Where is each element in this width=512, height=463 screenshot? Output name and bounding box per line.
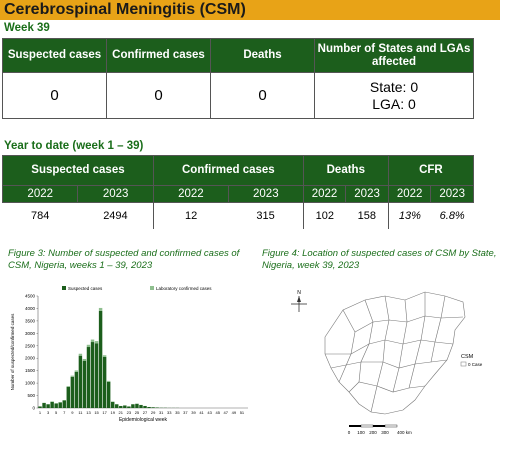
x-tick-label: 7 [63, 410, 66, 415]
x-tick-label: 41 [199, 410, 204, 415]
x-tick-label: 31 [158, 410, 164, 415]
scale-label: 200 [369, 430, 377, 435]
bar-confirmed [91, 340, 94, 342]
year-2022: 2022 [153, 186, 228, 203]
bar-suspected [123, 406, 126, 408]
scale-label: 300 [381, 430, 389, 435]
bar-confirmed [103, 355, 106, 357]
x-tick-label: 9 [71, 410, 74, 415]
x-tick-label: 39 [191, 410, 196, 415]
ytd-cfr-2022: 13% [388, 203, 431, 229]
map-legend [461, 354, 483, 367]
bar-suspected [139, 405, 142, 408]
nigeria-map [285, 282, 507, 440]
bar-suspected [115, 404, 118, 408]
x-tick-label: 1 [38, 410, 42, 415]
bar-suspected [99, 311, 102, 408]
x-tick-label: 17 [102, 410, 107, 415]
bar-suspected [95, 343, 98, 408]
bar-confirmed [95, 341, 98, 343]
x-tick-label: 49 [231, 410, 237, 415]
x-tick-label: 29 [150, 410, 156, 415]
y-tick-label: 1000 [24, 380, 35, 386]
bar-suspected [42, 403, 45, 408]
bar-suspected [38, 407, 41, 408]
y-tick-label: 0 [32, 405, 35, 411]
page-title: Cerebrospinal Meningitis (CSM) [4, 1, 246, 18]
x-tick-label: 35 [175, 410, 180, 415]
bar-suspected [71, 377, 74, 408]
ytd-confirmed-2023: 315 [228, 203, 303, 229]
bar-suspected [147, 407, 150, 408]
ytd-header-confirmed: Confirmed cases [153, 156, 303, 186]
week-table [2, 38, 474, 119]
legend-title: CSM [461, 354, 474, 360]
bar-confirmed [99, 308, 102, 311]
header-confirmed: Confirmed cases [107, 39, 211, 73]
bar-suspected [63, 401, 66, 408]
y-tick-label: 4000 [24, 305, 35, 311]
x-tick-label: 3 [46, 410, 50, 415]
year-2022: 2022 [3, 186, 78, 203]
value-states-lgas [315, 73, 474, 119]
bar-suspected [107, 382, 110, 408]
x-tick-label: 5 [55, 410, 58, 415]
year-2023: 2023 [431, 186, 474, 203]
scale-bar [348, 425, 412, 435]
bar-suspected [50, 402, 53, 408]
year-2022: 2022 [303, 186, 346, 203]
x-tick-label: 19 [110, 410, 115, 415]
bar-suspected [151, 407, 154, 408]
scale-label: 400 km [397, 430, 412, 435]
value-state: State: 0 [369, 78, 419, 95]
bar-suspected [58, 403, 61, 408]
bar-suspected [131, 404, 134, 408]
legend-swatch [62, 286, 66, 290]
x-tick-label: 37 [183, 410, 188, 415]
bar-suspected [135, 404, 138, 408]
legend-label: Laboratory confirmed cases [156, 286, 212, 291]
year-2023: 2023 [228, 186, 303, 203]
bar-confirmed [79, 354, 82, 356]
year-2022: 2022 [388, 186, 431, 203]
bar-suspected [143, 406, 146, 408]
year-2023: 2023 [346, 186, 389, 203]
bar-suspected [67, 387, 70, 408]
year-2023: 2023 [78, 186, 153, 203]
x-tick-label: 15 [94, 410, 99, 415]
bar-suspected [75, 372, 78, 408]
value-deaths: 0 [211, 73, 315, 119]
bar-suspected [54, 404, 57, 408]
value-lga: LGA: 0 [372, 95, 416, 112]
legend-swatch [150, 286, 154, 290]
bar-confirmed [107, 381, 110, 382]
y-tick-label: 3000 [24, 330, 35, 336]
ytd-suspected-2023: 2494 [78, 203, 153, 229]
x-axis-label: Epidemiological week [118, 417, 168, 423]
ytd-suspected-2022: 784 [3, 203, 78, 229]
bar-suspected [111, 402, 114, 408]
bar-suspected [127, 407, 130, 408]
map-outline [325, 292, 465, 414]
bar-suspected [119, 406, 122, 408]
y-tick-label: 4500 [24, 293, 35, 299]
x-tick-label: 23 [126, 410, 132, 415]
y-tick-label: 2500 [24, 343, 35, 349]
ytd-title: Year to date (week 1 – 39) [4, 140, 144, 152]
bar-confirmed [71, 376, 74, 377]
bar-suspected [91, 342, 94, 408]
ytd-deaths-2023: 158 [346, 203, 389, 229]
bar-suspected [79, 356, 82, 408]
bar-suspected [87, 347, 90, 408]
scale-label: 0 [347, 430, 351, 435]
bar-confirmed [87, 345, 90, 347]
header-suspected: Suspected cases [3, 39, 107, 73]
bar-suspected [103, 357, 106, 408]
value-suspected: 0 [3, 73, 107, 119]
legend-item: 0 Case [468, 362, 483, 367]
ytd-header-suspected: Suspected cases [3, 156, 154, 186]
compass-rose [291, 290, 307, 312]
x-tick-label: 27 [142, 410, 148, 415]
week-title: Week 39 [4, 22, 50, 34]
ytd-header-cfr: CFR [388, 156, 473, 186]
x-tick-label: 43 [207, 410, 212, 415]
compass-north-label: N [297, 290, 301, 296]
bar-suspected [46, 404, 49, 408]
ytd-confirmed-2022: 12 [153, 203, 228, 229]
x-tick-label: 21 [118, 410, 124, 415]
x-tick-label: 11 [78, 410, 83, 415]
bar-confirmed [83, 359, 86, 361]
y-tick-label: 3500 [24, 318, 35, 324]
ytd-cfr-2023: 6.8% [431, 203, 474, 229]
y-tick-label: 1500 [24, 368, 35, 374]
legend-label: Suspected cases [68, 286, 103, 291]
figure3-caption: Figure 3: Number of suspected and confirmed cases of CSM, Nigeria, weeks 1 – 39, 2023 [8, 248, 240, 271]
ytd-header-deaths: Deaths [303, 156, 388, 186]
ytd-table [2, 155, 474, 229]
figure4-caption: Figure 4: Location of suspected cases of CSM by State, Nigeria, week 39, 2023 [262, 248, 497, 271]
x-tick-label: 33 [167, 410, 172, 415]
x-tick-label: 13 [86, 410, 91, 415]
x-tick-label: 45 [215, 410, 220, 415]
bar-suspected [83, 361, 86, 408]
x-tick-label: 51 [239, 410, 245, 415]
epicurve-chart [0, 280, 255, 430]
value-confirmed: 0 [107, 73, 211, 119]
bar-confirmed [75, 370, 78, 371]
x-tick-label: 47 [223, 410, 229, 415]
scale-label: 100 [357, 430, 365, 435]
title-banner [0, 0, 500, 20]
header-states-lgas: Number of States and LGAs affected [315, 39, 474, 73]
x-tick-label: 25 [134, 410, 140, 415]
bar-confirmed [67, 386, 70, 387]
y-tick-label: 2000 [24, 355, 35, 361]
header-deaths: Deaths [211, 39, 315, 73]
y-tick-label: 500 [27, 393, 35, 399]
y-axis-label: Number of suspected/confirmed cases [10, 313, 15, 391]
ytd-deaths-2022: 102 [303, 203, 346, 229]
